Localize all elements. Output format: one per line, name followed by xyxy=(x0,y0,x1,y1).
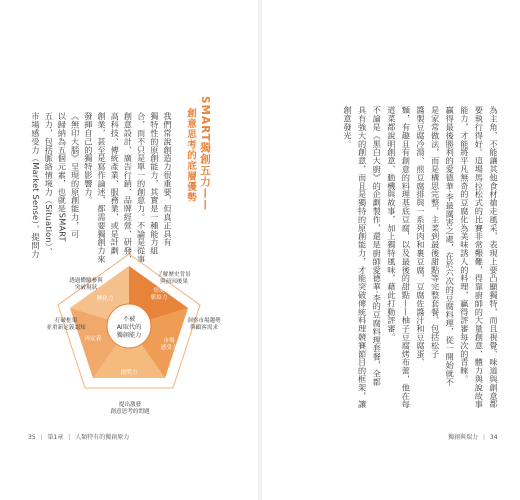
segment-label-question-text: 提問力 xyxy=(120,370,138,376)
segment-label-transform xyxy=(82,296,128,303)
segment-label-transform-text: 轉化力 xyxy=(96,296,114,302)
segment-label-market-text: 市場 感受力 xyxy=(160,338,178,351)
text-column: 我們常說創造力很重要，但真正具有 xyxy=(163,112,173,247)
annotation-top-right-text: 了解歷史背景 與前因後果 xyxy=(157,272,191,285)
text-column: 發揮自己的獨特影響力。 xyxy=(83,112,94,205)
segment-label-redefine xyxy=(70,336,116,343)
text-column: 不論是《黑白大廚》的企劃製作，還是廚師愛德華‧李的豆腐料理套餐，全都 xyxy=(372,106,383,387)
segment-label-context xyxy=(136,288,182,302)
footer-separator: | xyxy=(482,434,485,441)
section-subtitle: 創意思考的底層優勢 xyxy=(185,108,196,203)
annotation-bottom xyxy=(102,402,158,416)
chapter-label: 第1章 xyxy=(47,434,64,441)
text-column: 要執行得好。這場馬拉松式的比賽非常艱難，得靠廚師的大量創意、體力與說故事 xyxy=(474,106,485,409)
text-column: 合，而不只是單一的創意力。不論是從事 xyxy=(136,112,147,264)
annotation-right-text: 洞察市場趨勢 與顧客需求 xyxy=(187,318,221,331)
text-column: 《無印大腦》呈現的原創能力，可 xyxy=(70,112,81,238)
chapter-title: 人類特有的獨創原力 xyxy=(75,434,130,441)
annotation-top-right xyxy=(146,272,202,286)
right-page xyxy=(262,0,520,500)
left-page xyxy=(0,0,258,500)
text-column: 獨特性的原創能力，其實是一種能力組 xyxy=(149,112,160,255)
text-column: 創意發光。 xyxy=(343,106,353,148)
annotation-bottom-text: 提出激發 創意思考的問題 xyxy=(110,402,150,415)
book-title: 獨創與瑞力 xyxy=(448,434,479,441)
text-column: 市場感受力（Market Sense）、提問力 xyxy=(31,112,41,259)
text-column: 五力，包括脈絡情境力（Situation）、 xyxy=(44,112,55,256)
text-column: 道菜都說明創意、動機與故事，加上獨特風味，藉此打動評審。 xyxy=(386,106,397,342)
text-column: 創業，甚至是寫作論述，都需要獨創力來 xyxy=(97,112,107,264)
annotation-left-text: 打破框架 並重新定義認知 xyxy=(46,318,86,331)
text-column: 以歸納為五個元素，也就是SMART xyxy=(57,112,68,242)
segment-label-market xyxy=(146,338,192,352)
annotation-top-left-text: 透過體驗參與 突破現狀 xyxy=(69,278,103,291)
segment-label-question xyxy=(106,370,152,377)
left-page-number: 35 xyxy=(28,434,36,441)
annotation-left xyxy=(38,318,94,332)
segment-label-context-text: 情境 脈絡力 xyxy=(150,288,168,301)
text-column: 能力，才能將平凡無奇的豆腐化為美味誘人的料理，贏得評審每次的青睞。 xyxy=(459,106,470,384)
footer-separator: | xyxy=(68,434,71,441)
text-column: 創意設計、廣告行銷、品牌經營、研發、 xyxy=(123,112,134,264)
left-footer xyxy=(28,432,129,441)
text-column: 醬製豆腐冷湯、煎豆腐排與一系列肉和裹豆腐，豆腐佐醬汁和豆腐蛋、 xyxy=(416,106,426,367)
text-column: 為主角，不能讓其他食材搶走風采，表現上要凸顯獨特，而且視覺、味道與創意都 xyxy=(489,106,499,409)
text-column: 是家常做法，而是構思完整，主菜到最後甜點等完整套餐，包括松子 xyxy=(430,106,441,358)
text-column: 麵，有趣且有創意的料理基底豆腐，以及最後的甜點——柚子豆腐烤布蕾，他在每 xyxy=(401,106,412,409)
text-column: 高科技、傳統產業、服務業，或是計劃 xyxy=(110,112,121,255)
text-column: 具有強大的創意，而且是獨特的原創能力，才能突破傳統料理競賽節目的框架，讓 xyxy=(357,106,368,409)
section-title: SMART獨創五力—— xyxy=(199,96,211,211)
annotation-top-left xyxy=(58,278,114,292)
center-label-text: 不被 AI取代的 獨創能力 xyxy=(116,316,142,339)
right-page-number: 34 xyxy=(489,434,498,441)
right-footer xyxy=(448,432,498,441)
text-column: 贏得最後勝利的愛德華‧李最厲害之處，在於六次的豆腐料理，從一開始就不 xyxy=(445,106,456,387)
annotation-right xyxy=(176,318,232,332)
footer-separator: | xyxy=(40,434,43,441)
segment-label-redefine-text: 再定義 xyxy=(84,336,102,342)
